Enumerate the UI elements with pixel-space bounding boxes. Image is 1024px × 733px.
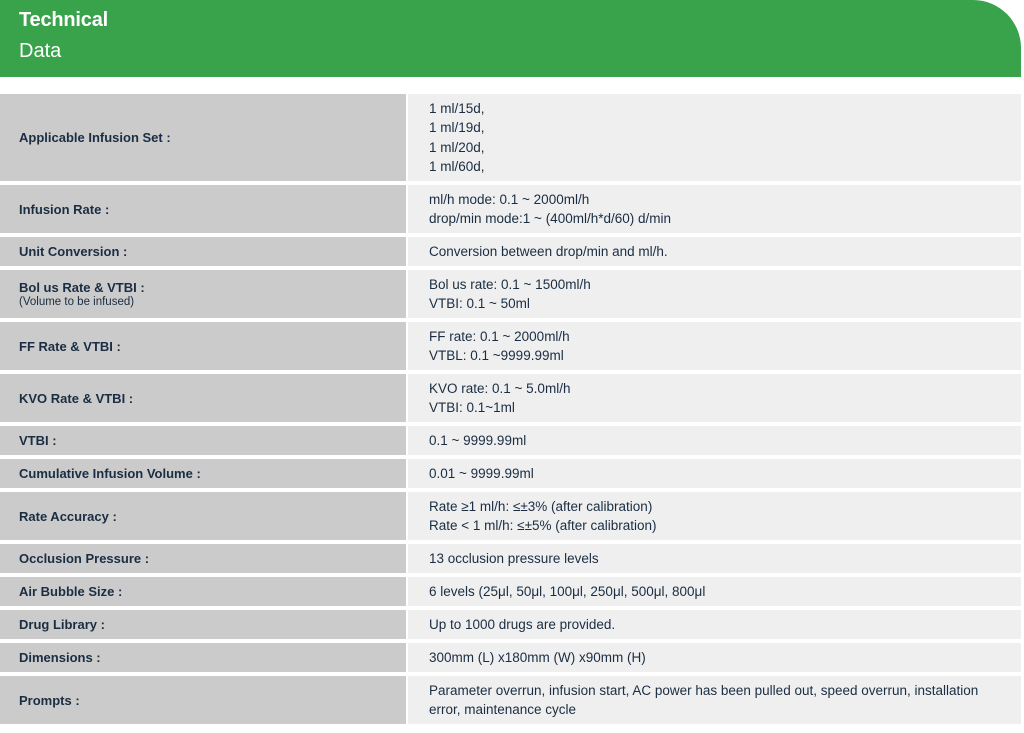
spec-label: FF Rate & VTBI : [19, 338, 121, 354]
spec-label-cell [0, 374, 406, 422]
spec-value-line: Up to 1000 drugs are provided. [429, 616, 616, 632]
spec-label: Drug Library : [19, 617, 105, 632]
spec-label: Occlusion Pressure : [19, 551, 150, 566]
spec-label: Unit Conversion : [19, 244, 128, 259]
spec-sublabel: (Volume to be infused) [19, 296, 135, 308]
spec-label: Cumulative Infusion Volume : [19, 466, 201, 481]
spec-value-cell [408, 426, 1021, 455]
header-banner [0, 0, 1021, 77]
spec-value-cell [408, 676, 1021, 724]
spec-label: Prompts : [19, 692, 80, 708]
spec-label-cell [0, 237, 406, 266]
spec-row [0, 643, 1021, 672]
spec-value-line: VTBL: 0.1 ~9999.99ml [429, 348, 564, 363]
spec-row [0, 322, 1021, 370]
spec-label-cell [0, 610, 406, 639]
spec-label-cell [0, 676, 406, 724]
spec-value-line: Rate ≥1 ml/h: ≤±3% (after calibration) [429, 498, 653, 514]
spec-value-line: 1 ml/20d, [429, 139, 485, 155]
spec-value-cell [408, 577, 1021, 606]
spec-value-line: 300mm (L) x180mm (W) x90mm (H) [429, 649, 646, 665]
spec-row [0, 577, 1021, 606]
spec-value-line: KVO rate: 0.1 ~ 5.0ml/h [429, 380, 571, 396]
spec-row [0, 270, 1021, 318]
spec-value-line: Rate < 1 ml/h: ≤±5% (after calibration) [429, 518, 657, 533]
spec-value-cell [408, 322, 1021, 370]
spec-row [0, 676, 1021, 724]
spec-value-cell [408, 185, 1021, 233]
spec-value-line: VTBI: 0.1 ~ 50ml [429, 296, 530, 311]
spec-value-cell [408, 94, 1021, 181]
spec-label-cell [0, 185, 406, 233]
spec-value-cell [408, 374, 1021, 422]
spec-value-cell [408, 643, 1021, 672]
spec-value-cell [408, 544, 1021, 573]
spec-row [0, 544, 1021, 573]
spec-row [0, 237, 1021, 266]
header-title-line2: Data [19, 40, 62, 62]
spec-label: KVO Rate & VTBI : [19, 390, 134, 406]
spec-value-line: 1 ml/60d, [429, 159, 485, 174]
spec-label: Infusion Rate : [19, 201, 110, 217]
spec-value-cell [408, 610, 1021, 639]
spec-label-cell [0, 459, 406, 488]
spec-label-cell [0, 94, 406, 181]
spec-label-cell [0, 492, 406, 540]
spec-value-line: error, maintenance cycle [429, 702, 577, 717]
spec-label-cell [0, 322, 406, 370]
spec-label: Applicable Infusion Set : [19, 130, 171, 145]
spec-value-line: 13 occlusion pressure levels [429, 550, 599, 566]
spec-label-cell [0, 270, 406, 318]
spec-label-cell [0, 643, 406, 672]
spec-label: Bol us Rate & VTBI : [19, 280, 145, 295]
spec-label-cell [0, 426, 406, 455]
spec-value-line: Bol us rate: 0.1 ~ 1500ml/h [429, 276, 591, 292]
spec-label: Rate Accuracy : [19, 508, 117, 524]
spec-row [0, 610, 1021, 639]
spec-value-cell [408, 492, 1021, 540]
spec-value-line: 1 ml/19d, [429, 120, 485, 135]
spec-value-line: Parameter overrun, infusion start, AC power has been pulled out, speed overrun, installation [429, 682, 979, 698]
spec-table [0, 94, 1021, 728]
spec-row [0, 185, 1021, 233]
spec-row [0, 426, 1021, 455]
spec-value-line: 1 ml/15d, [429, 100, 485, 116]
spec-label: Air Bubble Size : [19, 584, 123, 599]
spec-value-cell [408, 459, 1021, 488]
spec-value-cell [408, 237, 1021, 266]
spec-value-line: VTBI: 0.1~1ml [429, 400, 515, 415]
spec-value-cell [408, 270, 1021, 318]
spec-row [0, 374, 1021, 422]
spec-value-line: 0.1 ~ 9999.99ml [429, 432, 527, 448]
spec-label-cell [0, 544, 406, 573]
spec-row [0, 492, 1021, 540]
spec-value-line: FF rate: 0.1 ~ 2000ml/h [429, 328, 570, 344]
spec-row [0, 94, 1021, 181]
spec-value-line: Conversion between drop/min and ml/h. [429, 243, 668, 259]
spec-value-line: 0.01 ~ 9999.99ml [429, 465, 534, 481]
spec-value-line: drop/min mode:1 ~ (400ml/h*d/60) d/min [429, 211, 671, 226]
spec-value-line: 6 levels (25μl, 50μl, 100μl, 250μl, 500μl, 800μl [429, 583, 706, 599]
header-title-line1: Technical [19, 9, 108, 31]
spec-label: VTBI : [19, 433, 57, 448]
spec-label-cell [0, 577, 406, 606]
spec-value-line: ml/h mode: 0.1 ~ 2000ml/h [429, 191, 590, 207]
spec-label: Dimensions : [19, 650, 101, 665]
spec-row [0, 459, 1021, 488]
